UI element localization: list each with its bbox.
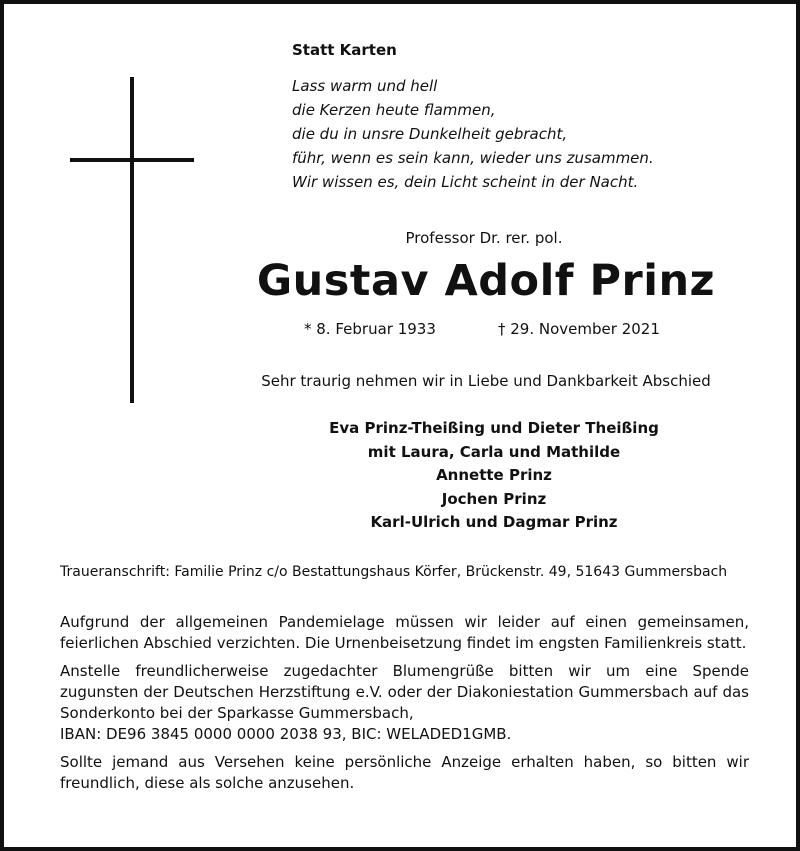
cross-horizontal-bar: [70, 158, 194, 162]
donation-text: Anstelle freundlicherweise zugedachter Blumengrüße bitten wir um eine Spende zugunsten der Deutschen Herzstiftung e.V. oder der Diakoniestation Gummersbach auf das Sonderkonto bei der Sparkasse Gummersbach,: [60, 662, 749, 722]
deceased-name: Gustav Adolf Prinz: [256, 256, 716, 306]
mourning-text: Sehr traurig nehmen wir in Liebe und Dankbarkeit Abschied: [261, 372, 711, 390]
notice-text: [60, 612, 749, 801]
poem: [292, 74, 654, 194]
poem-line: die du in unsre Dunkelheit gebracht,: [292, 125, 568, 143]
death-date: † 29. November 2021: [498, 320, 660, 338]
intro-heading: Statt Karten: [292, 41, 397, 59]
family-member: Jochen Prinz: [441, 489, 547, 508]
notice-donation: [60, 661, 749, 745]
notice-pandemic: Aufgrund der allgemeinen Pandemielage müssen wir leider auf einen gemeinsamen, feierlichen Abschied verzichten. Die Urnenbeisetzung findet im engsten Familienkreis statt.: [60, 613, 749, 652]
poem-line: Wir wissen es, dein Licht scheint in der Nacht.: [292, 173, 639, 191]
birth-date: * 8. Februar 1933: [304, 320, 436, 338]
poem-line: Lass warm und hell: [292, 77, 438, 95]
family-member: Eva Prinz-Theißing und Dieter Theißing: [329, 419, 659, 437]
notice-announcement: Sollte jemand aus Versehen keine persönliche Anzeige erhalten haben, so bitten wir freundlich, diese als solche anzusehen.: [60, 753, 749, 792]
cross-vertical-bar: [130, 77, 134, 403]
poem-line: die Kerzen heute flammen,: [292, 101, 496, 119]
poem-line: führ, wenn es sein kann, wieder uns zusammen.: [292, 149, 654, 167]
family-member: Karl-Ulrich und Dagmar Prinz: [370, 513, 618, 531]
family-list: [234, 417, 754, 535]
academic-title: Professor Dr. rer. pol.: [405, 229, 563, 247]
mourning-address: Traueranschrift: Familie Prinz c/o Bestattungshaus Körfer, Brückenstr. 49, 51643 Gummersbach: [60, 564, 728, 580]
bank-details: IBAN: DE96 3845 0000 0000 2038 93, BIC: WELADED1GMB.: [60, 725, 512, 743]
family-member: mit Laura, Carla und Mathilde: [367, 442, 621, 461]
family-member: Annette Prinz: [436, 466, 552, 484]
